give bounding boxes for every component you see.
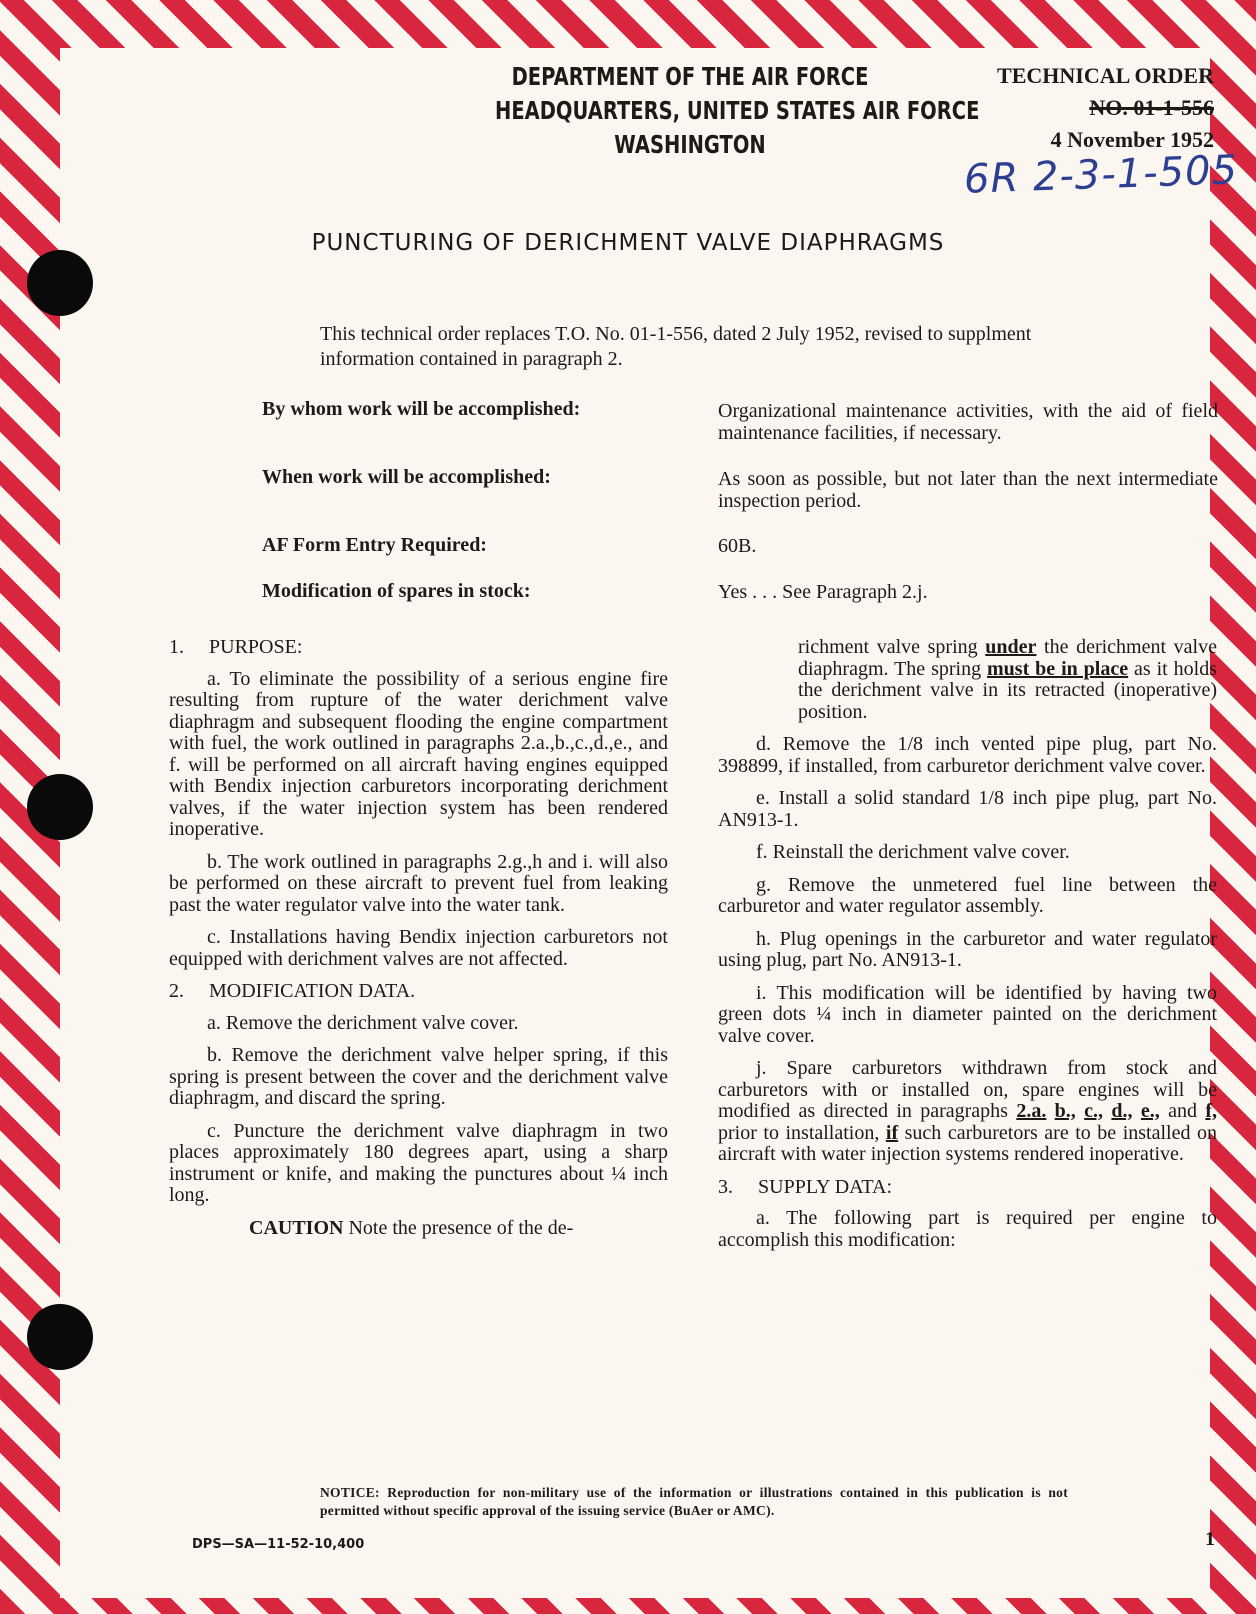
tech-order-date: 4 November 1952 bbox=[1050, 127, 1214, 152]
paragraph: e. Install a solid standard 1/8 inch pipe plug, part No. AN913-1. bbox=[718, 787, 1217, 831]
paragraph: i. This modification will be identified by having two green dots ¼ inch in diameter painted on the derichment valve cover. bbox=[718, 981, 1217, 1047]
dept-line: HEADQUARTERS, UNITED STATES AIR FORCE bbox=[495, 96, 980, 125]
paragraph: a. To eliminate the possibility of a serious engine fire resulting from rupture of the water derichment valve diaphragm and subsequent flooding the engine compartment with fuel, the work outlined in paragraphs 2.a.,b.,c.,d.,e., and f. will be performed on all aircraft having engines equipped with Bendix injection carburetors incorporating derichment valves, if the water injection system has been rendered inoperative. bbox=[169, 667, 668, 840]
section-title: PURPOSE: bbox=[209, 636, 303, 658]
info-label: AF Form Entry Required: bbox=[262, 534, 487, 556]
reproduction-notice: NOTICE: Reproduction for non-military use of the information or illustrations contained in this publication is not permitted without specific approval of the issuing service (BuAer or AMC). bbox=[320, 1485, 1068, 1518]
paragraph-ref: c., bbox=[1084, 1100, 1104, 1122]
paragraph: b. The work outlined in paragraphs 2.g.,h and i. will also be performed on these aircraft to prevent fuel from leaking past the water regulator valve into the water tank. bbox=[169, 850, 668, 916]
paragraph-ref: f, bbox=[1205, 1100, 1218, 1122]
paragraph: f. Reinstall the derichment valve cover. bbox=[756, 841, 1070, 863]
section-heading bbox=[718, 1177, 1217, 1199]
text-run: prior to installation, bbox=[718, 1121, 886, 1144]
dept-line: DEPARTMENT OF THE AIR FORCE bbox=[511, 62, 869, 91]
info-label: By whom work will be accomplished: bbox=[262, 398, 581, 420]
info-label: When work will be accomplished: bbox=[262, 466, 551, 488]
punch-hole-icon bbox=[27, 250, 93, 316]
page-number: 1 bbox=[1205, 1528, 1215, 1550]
info-label: Modification of spares in stock: bbox=[262, 580, 531, 602]
section-heading bbox=[169, 637, 668, 659]
text-run: such carburetors are to be installed on aircraft with water injection systems rendered inoperative. bbox=[718, 1121, 1217, 1165]
paragraph-ref: e., bbox=[1140, 1100, 1160, 1122]
text-run: j. Spare carburetors withdrawn from stock and carburetors with or installed on, spare engines will be modified as directed in paragraphs bbox=[718, 1057, 1217, 1122]
punch-hole-icon bbox=[27, 774, 93, 840]
caution-continuation bbox=[718, 637, 1217, 723]
emphasis: if bbox=[885, 1121, 899, 1144]
paragraph: a. The following part is required per engine to accomplish this modification: bbox=[718, 1207, 1217, 1251]
info-value: Organizational maintenance activities, with the aid of field maintenance facilities, if necessary. bbox=[718, 400, 1218, 444]
intro-paragraph: This technical order replaces T.O. No. 01-1-556, dated 2 July 1952, revised to supplment information contained in paragraph 2. bbox=[320, 323, 1032, 370]
paragraph-j bbox=[718, 1058, 1217, 1166]
paragraph-ref: d., bbox=[1111, 1100, 1133, 1122]
section-title: MODIFICATION DATA. bbox=[209, 980, 416, 1002]
tech-order-number: NO. 01-1-556 bbox=[1089, 95, 1214, 120]
paragraph: b. Remove the derichment valve helper spring, if this spring is present between the cover and the derichment valve diaphragm, and discard the spring. bbox=[169, 1044, 668, 1109]
section-heading bbox=[169, 981, 668, 1003]
tech-order-label: TECHNICAL ORDER bbox=[997, 63, 1214, 88]
text-run: as it holds the derichment valve in its retracted (inoperative) position. bbox=[798, 657, 1217, 723]
caution-label: CAUTION bbox=[249, 1216, 344, 1239]
paragraph: c. Puncture the derichment valve diaphragm in two places approximately 180 degrees apart, using a sharp instrument or knife, and making the punctures about ¼ inch long. bbox=[169, 1119, 668, 1206]
paragraph: c. Installations having Bendix injection carburetors not equipped with derichment valves are not affected. bbox=[169, 926, 668, 970]
text-run: richment valve spring bbox=[798, 636, 986, 658]
handwritten-number: 6R 2-3-1-505 bbox=[963, 147, 1239, 203]
paragraph: a. Remove the derichment valve cover. bbox=[207, 1011, 519, 1034]
paragraph-ref: 2.a. bbox=[1016, 1100, 1047, 1122]
info-value: As soon as possible, but not later than the next intermediate inspection period. bbox=[718, 468, 1218, 512]
section-number: 3. bbox=[718, 1175, 733, 1198]
left-column bbox=[169, 637, 668, 1239]
text-run: the derichment valve diaphragm. The spring bbox=[798, 636, 1217, 680]
info-value: 60B. bbox=[718, 535, 757, 557]
paragraph: g. Remove the unmetered fuel line between the carburetor and water regulator assembly. bbox=[718, 873, 1217, 917]
paragraph: d. Remove the 1/8 inch vented pipe plug, part No. 398899, if installed, from carburetor derichment valve cover. bbox=[718, 733, 1217, 777]
section-number: 1. bbox=[169, 636, 184, 658]
tech-order-block bbox=[997, 60, 1214, 156]
info-value: Yes . . . See Paragraph 2.j. bbox=[718, 581, 928, 603]
caution-text: Note the presence of the de- bbox=[343, 1216, 574, 1239]
print-code: DPS—SA—11-52-10,400 bbox=[192, 1537, 365, 1552]
page-title: PUNCTURING OF DERICHMENT VALVE DIAPHRAGMS bbox=[311, 230, 945, 256]
punch-hole-icon bbox=[27, 1304, 93, 1370]
emphasis: must be in place bbox=[987, 657, 1129, 680]
dept-line: WASHINGTON bbox=[614, 130, 766, 159]
section-number: 2. bbox=[169, 980, 184, 1002]
department-heading bbox=[495, 60, 980, 162]
right-column bbox=[718, 637, 1217, 1262]
paragraph: h. Plug openings in the carburetor and water regulator using plug, part No. AN913-1. bbox=[718, 927, 1217, 971]
emphasis: under bbox=[985, 636, 1037, 658]
text-run: and bbox=[1159, 1100, 1206, 1122]
caution-paragraph bbox=[169, 1218, 668, 1240]
section-title: SUPPLY DATA: bbox=[758, 1175, 893, 1198]
paragraph-ref: b., bbox=[1054, 1100, 1076, 1122]
